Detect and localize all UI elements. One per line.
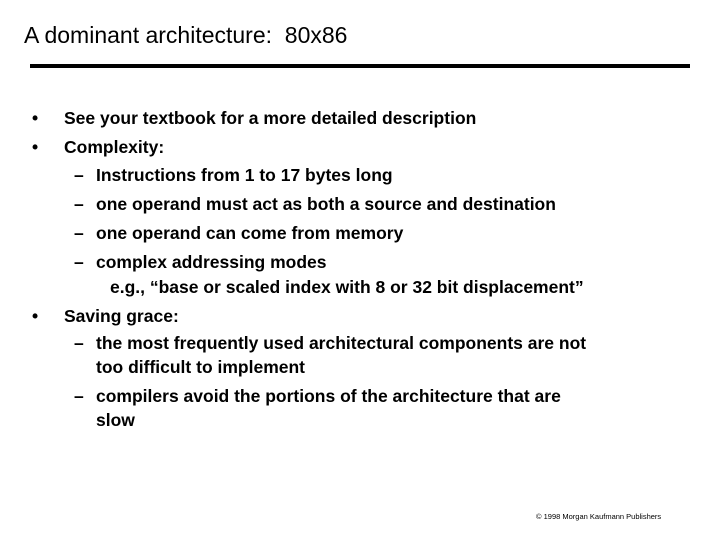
bullet-text: Saving grace: [64, 306, 179, 326]
sub-bullet-text: the most frequently used architectural components are not [96, 333, 587, 353]
sub-bullet-marker: – [74, 194, 84, 214]
copyright-footer: © 1998 Morgan Kaufmann Publishers [536, 512, 662, 521]
bullet-text: Complexity: [64, 137, 165, 157]
sub-bullet-text: compilers avoid the portions of the architecture that are [96, 386, 561, 406]
bullet-marker: • [32, 108, 39, 128]
slide-title: A dominant architecture: 80x86 [24, 22, 348, 48]
sub-bullet-continuation: slow [96, 410, 135, 430]
bullet-marker: • [32, 306, 39, 326]
sub-bullet-marker: – [74, 333, 84, 353]
sub-bullet-continuation: too difficult to implement [96, 357, 306, 377]
sub-bullet-marker: – [74, 223, 84, 243]
sub-bullet-text: Instructions from 1 to 17 bytes long [96, 165, 393, 185]
bullet-marker: • [32, 137, 39, 157]
example-text: e.g., “base or scaled index with 8 or 32 bit displacement” [110, 277, 584, 297]
sub-bullet-text: one operand can come from memory [96, 223, 404, 243]
title-underline [30, 64, 690, 68]
bullet-text: See your textbook for a more detailed description [64, 108, 477, 128]
sub-bullet-text: one operand must act as both a source and destination [96, 194, 556, 214]
sub-bullet-text: complex addressing modes [96, 252, 327, 272]
sub-bullet-marker: – [74, 165, 84, 185]
sub-bullet-marker: – [74, 386, 84, 406]
sub-bullet-marker: – [74, 252, 84, 272]
